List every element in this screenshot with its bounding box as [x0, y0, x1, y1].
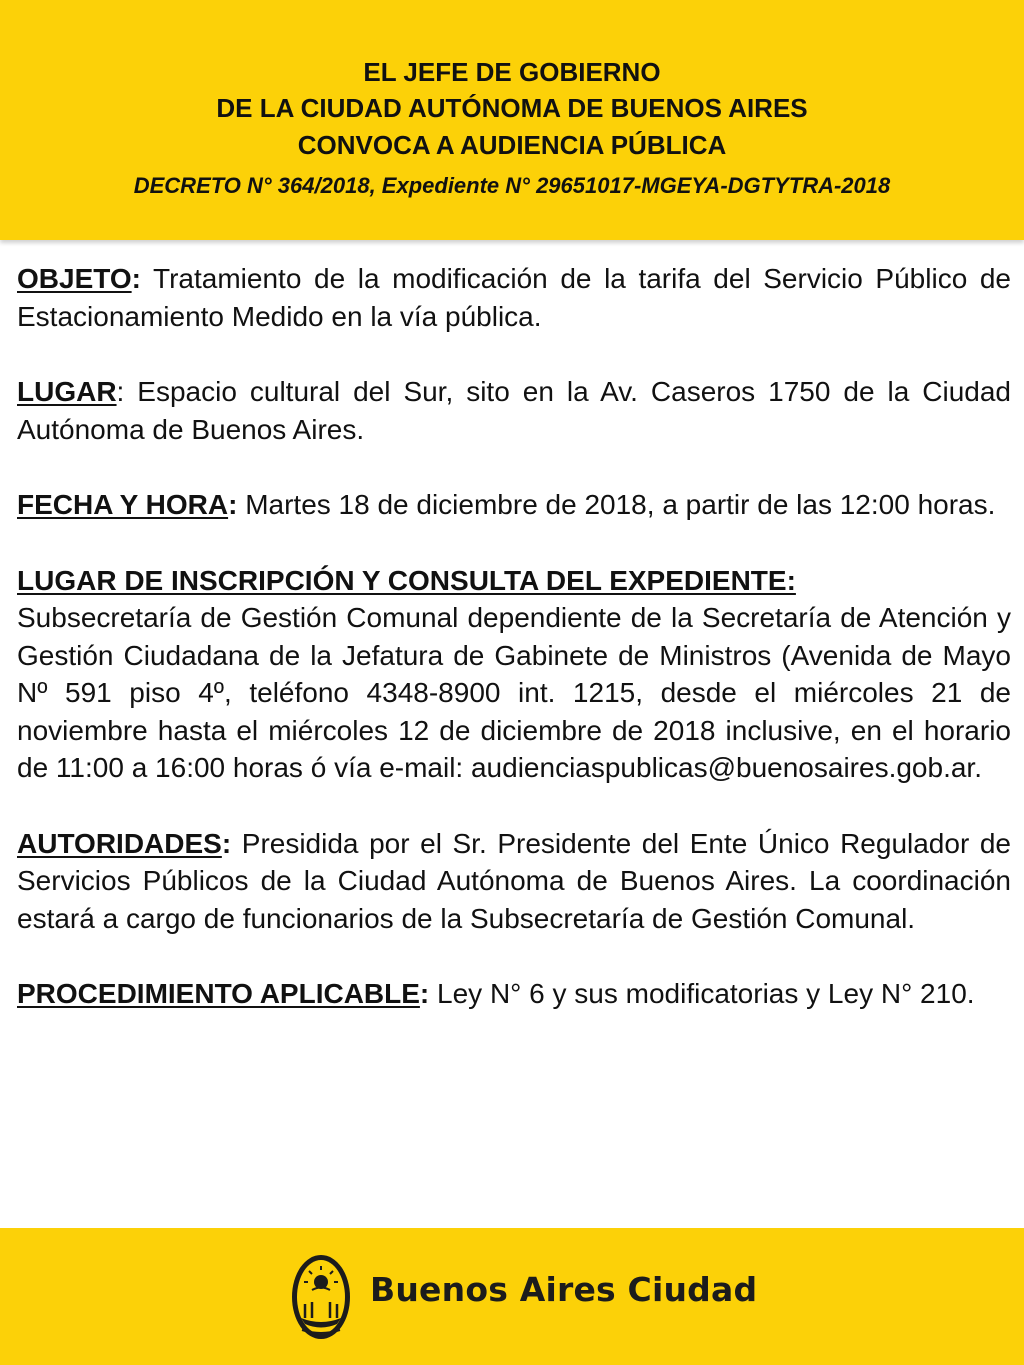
header-banner: [0, 0, 1024, 240]
brand-name: Buenos Aires Ciudad: [370, 1270, 758, 1309]
section-inscripcion-text: Subsecretaría de Gestión Comunal dependiente de la Secretaría de Atención y Gestión Ciudadana de la Jefatura de Gabinete de Ministros (Avenida de Mayo Nº 591 piso 4º, teléfono 4348-8900 int. 1215, desde el miércoles 21 de noviembre hasta el miércoles 12 de diciembre de 2018 inclusive, en el horario de 11:00 a 16:00 horas ó vía e-mail: audienciaspublicas@buenosaires.gob.ar.: [17, 602, 1011, 783]
city-coat-of-arms-icon: [290, 1252, 352, 1342]
section-inscripcion: [17, 562, 1011, 787]
section-procedimiento-text: Ley N° 6 y sus modificatorias y Ley N° 210.: [437, 978, 975, 1009]
section-lugar-label: LUGAR: [17, 376, 117, 407]
section-procedimiento: PROCEDIMIENTO APLICABLE: Ley N° 6 y sus modificatorias y Ley N° 210.: [17, 978, 975, 1009]
section-autoridades: AUTORIDADES: Presidida por el Sr. Presidente del Ente Único Regulador de Servicios Públicos de la Ciudad Autónoma de Buenos Aires. La coordinación estará a cargo de funcionarios de la Subsecretaría de Gestión Comunal.: [17, 827, 1012, 934]
section-lugar: LUGAR: Espacio cultural del Sur, sito en la Av. Caseros 1750 de la Ciudad Autónoma de Buenos Aires.: [17, 376, 1011, 445]
section-lugar-text: Espacio cultural del Sur, sito en la Av. Caseros 1750 de la Ciudad Autónoma de Buenos Aires.: [17, 376, 1011, 445]
section-objeto: OBJETO: Tratamiento de la modificación de la tarifa del Servicio Público de Estacionamiento Medido en la vía pública.: [17, 263, 1011, 332]
section-autoridades-text: Presidida por el Sr. Presidente del Ente Único Regulador de Servicios Públicos de la Ciudad Autónoma de Buenos Aires. La coordinación estará a cargo de funcionarios de la Subsecretaría de Gestión Comunal.: [17, 827, 1012, 934]
section-objeto-label: OBJETO: [17, 263, 132, 294]
header-title-line-3: CONVOCA A AUDIENCIA PÚBLICA: [297, 130, 727, 160]
header-title-line-2: DE LA CIUDAD AUTÓNOMA DE BUENOS AIRES: [216, 93, 808, 123]
section-inscripcion-label: LUGAR DE INSCRIPCIÓN Y CONSULTA DEL EXPEDIENTE:: [17, 564, 796, 596]
notice-body: [17, 260, 1011, 1051]
section-fecha-hora-label: FECHA Y HORA: [17, 489, 229, 520]
section-objeto-text: Tratamiento de la modificación de la tarifa del Servicio Público de Estacionamiento Medido en la vía pública.: [17, 263, 1011, 332]
section-fecha-hora-text: Martes 18 de diciembre de 2018, a partir de las 12:00 horas.: [245, 489, 996, 520]
header-title-line-1: EL JEFE DE GOBIERNO: [363, 57, 661, 87]
footer-banner: [0, 1228, 1024, 1365]
section-procedimiento-label: PROCEDIMIENTO APLICABLE: [17, 978, 420, 1009]
decree-reference: DECRETO N° 364/2018, Expediente N° 29651017-MGEYA-DGTYTRA-2018: [133, 173, 891, 198]
section-autoridades-label: AUTORIDADES: [17, 827, 222, 859]
section-fecha-hora: FECHA Y HORA: Martes 18 de diciembre de 2018, a partir de las 12:00 horas.: [17, 489, 996, 520]
